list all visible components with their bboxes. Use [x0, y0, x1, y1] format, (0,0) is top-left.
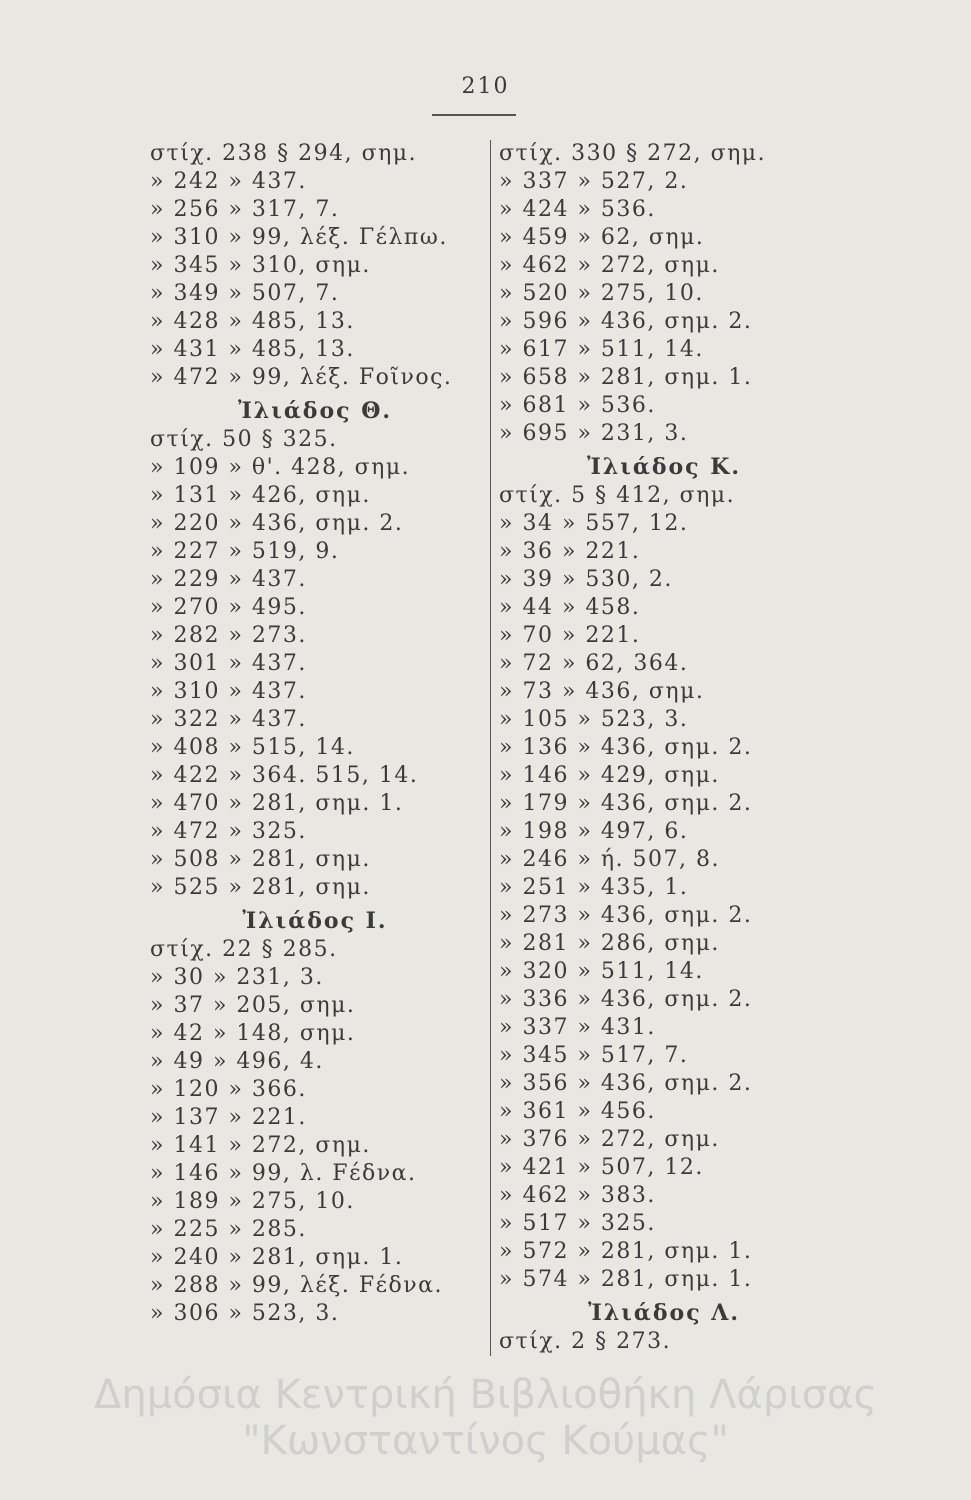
index-line: » 428 » 485, 13. — [150, 309, 355, 334]
header-rule — [432, 114, 516, 116]
index-line: » 525 » 281, σημ. — [150, 875, 371, 900]
index-line: » 281 » 286, σημ. — [499, 931, 720, 956]
section-heading: Ἰλιάδος Θ. — [237, 398, 393, 424]
index-line: » 36 » 221. — [499, 539, 641, 564]
right-column — [490, 140, 829, 1356]
index-line: » 131 » 426, σημ. — [150, 483, 371, 508]
index-line: » 462 » 272, σημ. — [499, 253, 720, 278]
index-line: » 30 » 231, 3. — [150, 965, 324, 990]
index-line: » 470 » 281, σημ. 1. — [150, 791, 404, 816]
index-line: » 137 » 221. — [150, 1105, 307, 1130]
index-line: » 462 » 383. — [499, 1183, 656, 1208]
index-line: » 141 » 272, σημ. — [150, 1133, 371, 1158]
index-line: » 695 » 231, 3. — [499, 421, 689, 446]
index-line: » 517 » 325. — [499, 1211, 656, 1236]
index-line: » 658 » 281, σημ. 1. — [499, 365, 753, 390]
index-line: » 337 » 431. — [499, 1015, 656, 1040]
index-line: » 431 » 485, 13. — [150, 337, 355, 362]
index-line: » 336 » 436, σημ. 2. — [499, 987, 753, 1012]
index-line: » 422 » 364. 515, 14. — [150, 763, 419, 788]
index-line: » 273 » 436, σημ. 2. — [499, 903, 753, 928]
index-line: » 37 » 205, σημ. — [150, 993, 356, 1018]
index-line: » 301 » 437. — [150, 651, 307, 676]
index-line: » 572 » 281, σημ. 1. — [499, 1239, 753, 1264]
index-line: » 345 » 517, 7. — [499, 1043, 689, 1068]
index-line: » 288 » 99, λέξ. Fέδνα. — [150, 1273, 443, 1298]
index-line: » 681 » 536. — [499, 393, 656, 418]
index-line: » 240 » 281, σημ. 1. — [150, 1245, 404, 1270]
index-line: » 424 » 536. — [499, 197, 656, 222]
index-line: » 136 » 436, σημ. 2. — [499, 735, 753, 760]
index-line: στίχ. 22 § 285. — [150, 937, 338, 962]
index-line: » 376 » 272, σημ. — [499, 1127, 720, 1152]
index-line: στίχ. 238 § 294, σημ. — [150, 141, 418, 166]
library-watermark-line2: "Κωνσταντίνος Κούμας" — [242, 1418, 729, 1464]
index-line: » 198 » 497, 6. — [499, 819, 689, 844]
index-line: » 246 » ή. 507, 8. — [499, 847, 721, 872]
index-line: » 34 » 557, 12. — [499, 511, 689, 536]
index-line: » 179 » 436, σημ. 2. — [499, 791, 753, 816]
index-line: » 574 » 281, σημ. 1. — [499, 1267, 753, 1292]
index-line: » 120 » 366. — [150, 1077, 307, 1102]
index-line: » 105 » 523, 3. — [499, 707, 689, 732]
index-line: » 345 » 310, σημ. — [150, 253, 371, 278]
index-line: » 225 » 285. — [150, 1217, 307, 1242]
index-line: στίχ. 50 § 325. — [150, 427, 338, 452]
page-number: 210 — [461, 74, 510, 99]
index-line: » 306 » 523, 3. — [150, 1301, 340, 1326]
section-heading: Ἰλιάδος Κ. — [586, 454, 742, 480]
index-line: στίχ. 2 § 273. — [499, 1329, 672, 1354]
index-line: » 282 » 273. — [150, 623, 307, 648]
index-line: » 617 » 511, 14. — [499, 337, 704, 362]
index-line: » 322 » 437. — [150, 707, 307, 732]
index-line: » 189 » 275, 10. — [150, 1189, 355, 1214]
index-line: » 520 » 275, 10. — [499, 281, 704, 306]
index-line: » 229 » 437. — [150, 567, 307, 592]
index-line: » 251 » 435, 1. — [499, 875, 689, 900]
index-line: » 39 » 530, 2. — [499, 567, 673, 592]
index-line: στίχ. 5 § 412, σημ. — [499, 483, 736, 508]
index-line: » 109 » θ'. 428, σημ. — [150, 455, 411, 480]
index-line: στίχ. 330 § 272, σημ. — [499, 141, 767, 166]
index-line: » 73 » 436, σημ. — [499, 679, 705, 704]
index-line: » 256 » 317, 7. — [150, 197, 340, 222]
index-line: » 49 » 496, 4. — [150, 1049, 324, 1074]
index-line: » 361 » 456. — [499, 1099, 656, 1124]
index-line: » 220 » 436, σημ. 2. — [150, 511, 404, 536]
index-line: » 320 » 511, 14. — [499, 959, 704, 984]
library-watermark-line1: Δημόσια Κεντρική Βιβλιοθήκη Λάρισας — [94, 1372, 877, 1418]
index-line: » 472 » 325. — [150, 819, 307, 844]
index-line: » 146 » 99, λ. Fέδνα. — [150, 1161, 417, 1186]
index-line: » 72 » 62, 364. — [499, 651, 689, 676]
index-line: » 70 » 221. — [499, 623, 641, 648]
index-line: » 356 » 436, σημ. 2. — [499, 1071, 753, 1096]
index-line: » 337 » 527, 2. — [499, 169, 689, 194]
index-line: » 270 » 495. — [150, 595, 307, 620]
index-line: » 459 » 62, σημ. — [499, 225, 705, 250]
index-line: » 508 » 281, σημ. — [150, 847, 371, 872]
index-line: » 349 » 507, 7. — [150, 281, 340, 306]
left-column — [150, 140, 480, 1328]
section-heading: Ἰλιάδος Ι. — [242, 908, 388, 934]
index-line: » 421 » 507, 12. — [499, 1155, 704, 1180]
index-line: » 146 » 429, σημ. — [499, 763, 720, 788]
index-line: » 408 » 515, 14. — [150, 735, 355, 760]
index-line: » 310 » 437. — [150, 679, 307, 704]
index-line: » 310 » 99, λέξ. Γέλπω. — [150, 225, 448, 250]
index-line: » 596 » 436, σημ. 2. — [499, 309, 753, 334]
index-line: » 42 » 148, σημ. — [150, 1021, 356, 1046]
index-line: » 472 » 99, λέξ. Fοῖνος. — [150, 365, 453, 390]
index-line: » 227 » 519, 9. — [150, 539, 340, 564]
index-line: » 44 » 458. — [499, 595, 641, 620]
index-line: » 242 » 437. — [150, 169, 307, 194]
section-heading: Ἰλιάδος Λ. — [588, 1300, 740, 1326]
